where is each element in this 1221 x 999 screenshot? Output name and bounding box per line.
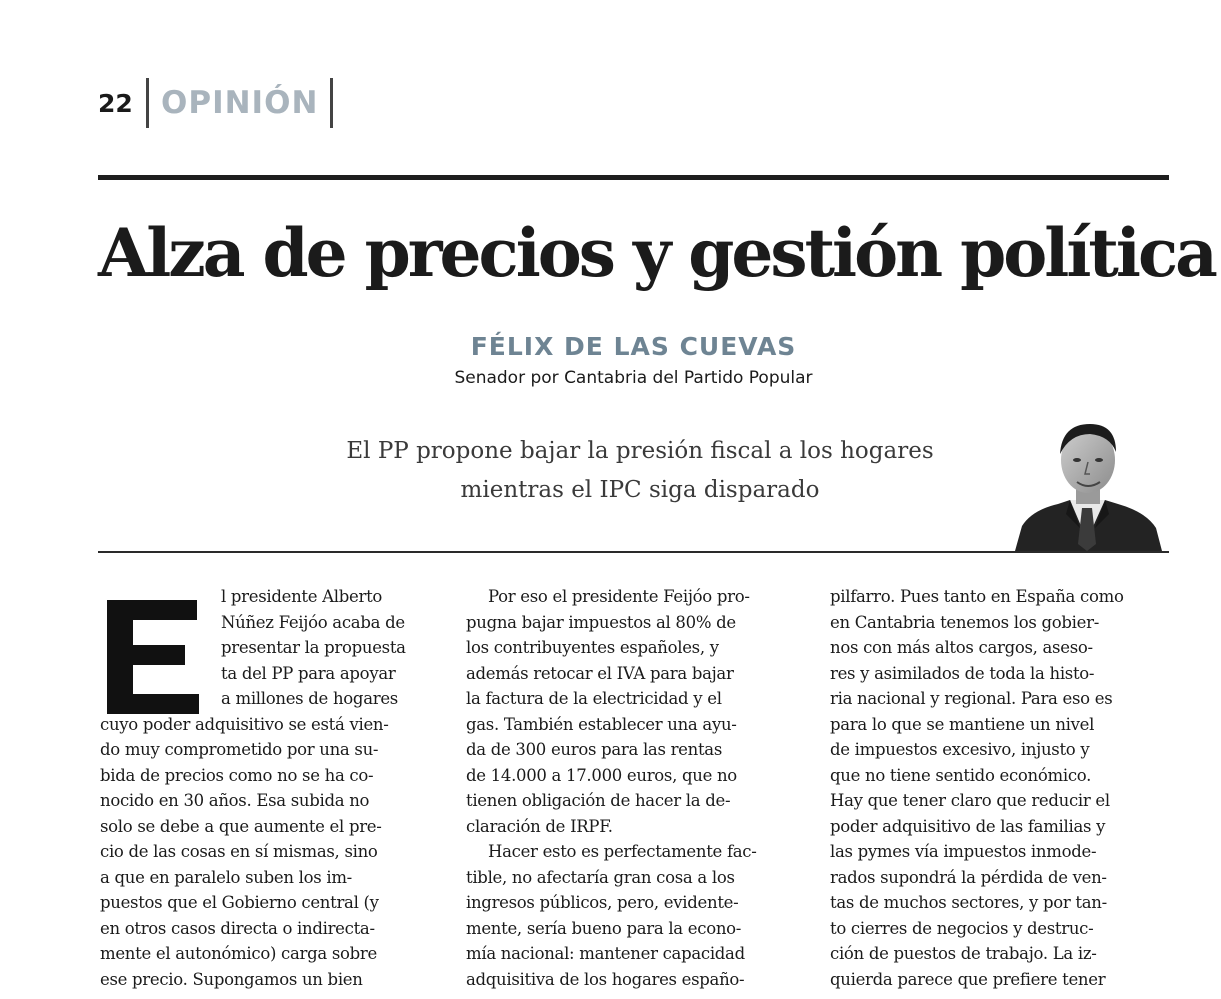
- text-line: a que en paralelo suben los im-: [100, 867, 352, 887]
- article-column-1: [100, 584, 442, 992]
- top-rule: [98, 175, 1169, 180]
- deck-line: mientras el IPC siga disparado: [460, 477, 820, 503]
- page-number: 22: [98, 88, 133, 118]
- author-photo: [1010, 418, 1165, 551]
- author-role: Senador por Cantabria del Partido Popular: [454, 368, 813, 388]
- deck-line: El PP propone bajar la presión fiscal a los hogares: [346, 438, 934, 464]
- text-line: además retocar el IVA para bajar: [466, 663, 734, 683]
- text-line: da de 300 euros para las rentas: [466, 740, 722, 759]
- text-line: puestos que el Gobierno central (y: [100, 893, 379, 912]
- text-line: de 14.000 a 17.000 euros, que no: [466, 765, 737, 785]
- text-line: para lo que se mantiene un nivel: [830, 714, 1095, 734]
- text-line: ria nacional y regional. Para eso es: [830, 689, 1113, 708]
- text-line: ción de puestos de trabajo. La iz-: [830, 944, 1097, 963]
- text-line: las pymes vía impuestos inmode-: [830, 842, 1097, 861]
- text-line: pilfarro. Pues tanto en España como: [830, 587, 1124, 606]
- text-line: Hacer esto es perfectamente fac-: [488, 842, 757, 861]
- text-line: l presidente Alberto: [221, 587, 383, 606]
- text-line: ingresos públicos, pero, evidente-: [466, 893, 739, 912]
- text-line: rados supondrá la pérdida de ven-: [830, 867, 1107, 887]
- text-line: solo se debe a que aumente el pre-: [100, 816, 382, 836]
- text-line: quierda parece que prefiere tener: [830, 969, 1106, 989]
- text-line: los contribuyentes españoles, y: [466, 638, 719, 657]
- text-line: mía nacional: mantener capacidad: [466, 944, 745, 963]
- text-line: de impuestos excesivo, injusto y: [830, 740, 1090, 759]
- section-title: OPINIÓN: [161, 85, 319, 121]
- text-line: to cierres de negocios y destruc-: [830, 918, 1094, 938]
- text-line: bida de precios como no se ha co-: [100, 765, 374, 785]
- text-line: pugna bajar impuestos al 80% de: [466, 612, 736, 632]
- text-line: mente, sería bueno para la econo-: [466, 918, 742, 938]
- divider-rule: [98, 551, 1169, 553]
- text-line: en otros casos directa o indirecta-: [100, 918, 375, 938]
- text-line: nocido en 30 años. Esa subida no: [100, 791, 370, 810]
- article-column-2: [466, 584, 808, 992]
- text-line: cuyo poder adquisitivo se está vien-: [100, 714, 389, 734]
- text-line: presentar la propuesta: [221, 638, 406, 657]
- page-header: [98, 78, 333, 128]
- header-divider-right: [330, 78, 333, 128]
- text-line: Hay que tener claro que reducir el: [830, 791, 1110, 810]
- text-line: claración de IRPF.: [466, 816, 613, 836]
- headline: Alza de precios y gestión política: [98, 214, 1215, 292]
- text-line: la factura de la electricidad y el: [466, 689, 722, 708]
- text-line: res y asimilados de toda la histo-: [830, 663, 1095, 683]
- text-line: gas. También establecer una ayu-: [466, 714, 737, 734]
- text-line: poder adquisitivo de las familias y: [830, 816, 1106, 836]
- text-line: tas de muchos sectores, y por tan-: [830, 893, 1107, 912]
- text-line: en Cantabria tenemos los gobier-: [830, 612, 1099, 632]
- text-line: do muy comprometido por una su-: [100, 740, 379, 759]
- text-line: Por eso el presidente Feijóo pro-: [488, 587, 750, 606]
- text-line: nos con más altos cargos, aseso-: [830, 638, 1093, 657]
- text-line: cio de las cosas en sí mismas, sino: [100, 842, 378, 861]
- text-line: a millones de hogares: [221, 689, 398, 708]
- text-line: adquisitiva de los hogares españo-: [466, 969, 745, 989]
- deck: [290, 432, 990, 510]
- text-line: tienen obligación de hacer la de-: [466, 791, 731, 810]
- text-line: Núñez Feijóo acaba de: [221, 612, 405, 632]
- author-name: FÉLIX DE LAS CUEVAS: [470, 332, 797, 361]
- text-line: que no tiene sentido económico.: [830, 765, 1092, 785]
- article-column-3: [830, 584, 1172, 992]
- text-line: ese precio. Supongamos un bien: [100, 969, 363, 989]
- text-line: tible, no afectaría gran cosa a los: [466, 867, 735, 887]
- text-line: ta del PP para apoyar: [221, 663, 396, 683]
- text-line: mente el autonómico) carga sobre: [100, 944, 377, 963]
